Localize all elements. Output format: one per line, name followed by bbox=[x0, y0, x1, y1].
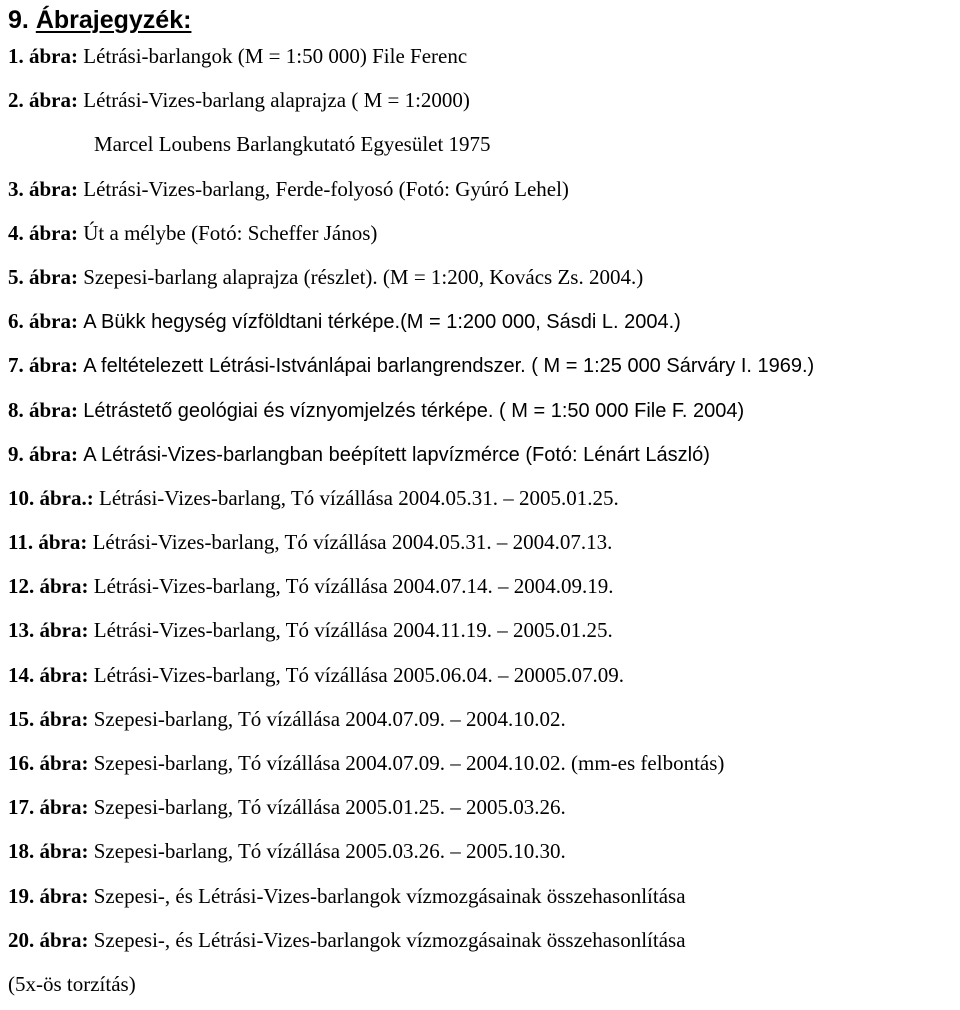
section-title: Ábrajegyzék: bbox=[35, 6, 192, 34]
list-item: 20. ábra: Szepesi-, és Létrási-Vizes-barlangok vízmozgásainak összehasonlítása bbox=[8, 927, 686, 952]
list-item: 6. ábra: A Bükk hegység vízföldtani térképe.(M = 1:200 000, Sásdi L. 2004.) bbox=[8, 309, 681, 334]
list-item: 19. ábra: Szepesi-, és Létrási-Vizes-barlangok vízmozgásainak összehasonlítása bbox=[8, 883, 686, 908]
list-item: 1. ábra: Létrási-barlangok (M = 1:50 000) File Ferenc bbox=[8, 44, 468, 68]
list-item: 11. ábra: Létrási-Vizes-barlang, Tó vízállása 2004.05.31. – 2004.07.13. bbox=[8, 530, 613, 555]
list-item: 13. ábra: Létrási-Vizes-barlang, Tó vízállása 2004.11.19. – 2005.01.25. bbox=[8, 618, 613, 643]
list-item: 3. ábra: Létrási-Vizes-barlang, Ferde-folyosó (Fotó: Gyúró Lehel) bbox=[8, 176, 569, 201]
list-item: 7. ábra: A feltételezett Létrási-Istvánlápai barlangrendszer. ( M = 1:25 000 Sárváry I. 1969.) bbox=[8, 353, 815, 378]
list-item: 12. ábra: Létrási-Vizes-barlang, Tó vízállása 2004.07.14. – 2004.09.19. bbox=[8, 574, 614, 599]
list-item: 4. ábra: Út a mélybe (Fotó: Scheffer János) bbox=[8, 220, 378, 245]
list-item: 15. ábra: Szepesi-barlang, Tó vízállása 2004.07.09. – 2004.10.02. bbox=[8, 706, 566, 731]
section-number: 9. bbox=[8, 6, 29, 34]
list-item: 8. ábra: Létrástető geológiai és víznyomjelzés térképe. ( M = 1:50 000 File F. 2004) bbox=[8, 397, 745, 422]
section-heading bbox=[8, 2, 191, 38]
list-item: 5. ábra: Szepesi-barlang alaprajza (részlet). (M = 1:200, Kovács Zs. 2004.) bbox=[8, 264, 644, 289]
list-item: 2. ábra: Létrási-Vizes-barlang alaprajza ( M = 1:2000) bbox=[8, 88, 470, 113]
list-item: 9. ábra: A Létrási-Vizes-barlangban beépített lapvízmérce (Fotó: Lénárt László) bbox=[8, 441, 710, 466]
list-item: 14. ábra: Létrási-Vizes-barlang, Tó vízállása 2005.06.04. – 20005.07.09. bbox=[8, 662, 624, 687]
list-item: 10. ábra.: Létrási-Vizes-barlang, Tó vízállása 2004.05.31. – 2005.01.25. bbox=[8, 485, 619, 510]
list-item-continuation: Marcel Loubens Barlangkutató Egyesület 1975 bbox=[94, 132, 491, 157]
list-item-continuation: (5x-ös torzítás) bbox=[8, 971, 136, 996]
list-item: 17. ábra: Szepesi-barlang, Tó vízállása 2005.01.25. – 2005.03.26. bbox=[8, 795, 566, 820]
figure-list bbox=[8, 38, 814, 1010]
list-item: 16. ábra: Szepesi-barlang, Tó vízállása 2004.07.09. – 2004.10.02. (mm-es felbontás) bbox=[8, 751, 725, 775]
list-item: 18. ábra: Szepesi-barlang, Tó vízállása 2005.03.26. – 2005.10.30. bbox=[8, 839, 566, 864]
